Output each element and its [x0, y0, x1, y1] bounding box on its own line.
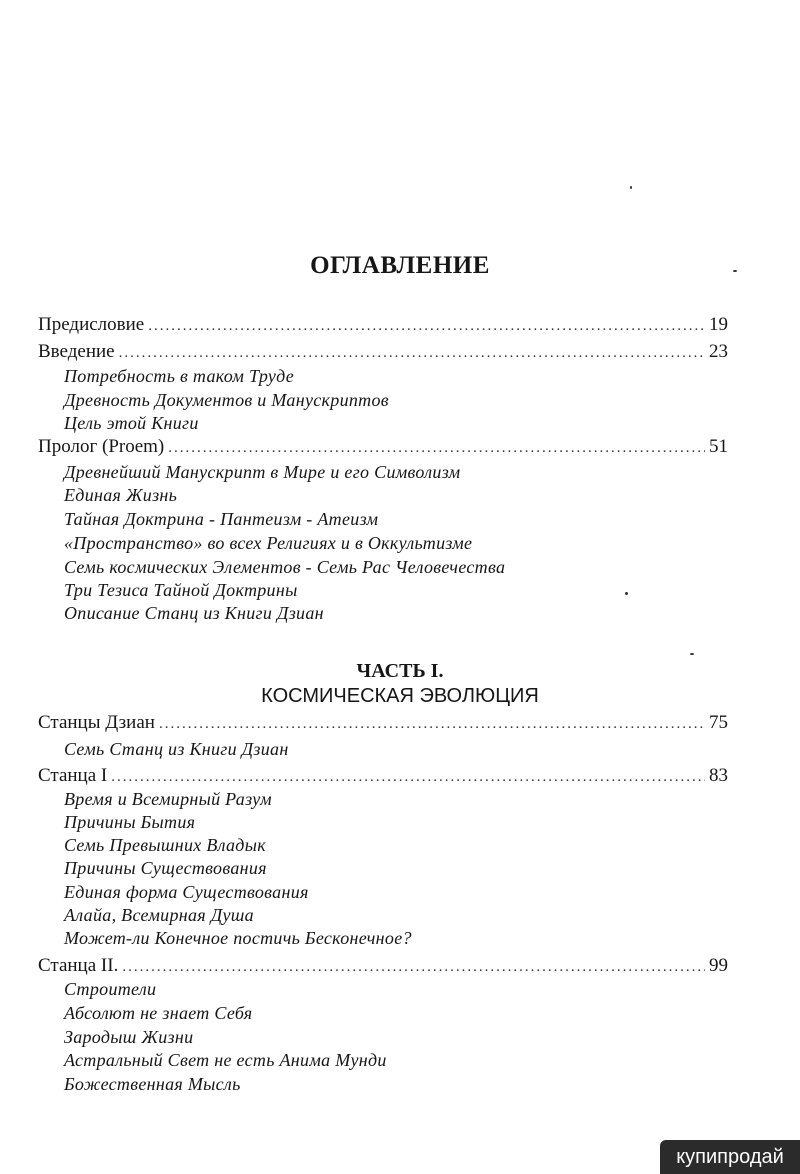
toc-subentry: Алайа, Всемирная Душа [64, 905, 254, 925]
dot-leader [168, 440, 705, 457]
toc-subentry: Семь Станц из Книги Дзиан [64, 739, 289, 759]
toc-subentry: Зародыш Жизни [64, 1027, 194, 1047]
toc-subentry: Древнейший Манускрипт в Мире и его Символизм [64, 462, 461, 482]
toc-page-number: 83 [709, 765, 728, 786]
toc-page-number: 51 [709, 436, 728, 457]
print-speck [690, 653, 694, 655]
dot-leader [119, 345, 705, 362]
part-name-heading: КОСМИЧЕСКАЯ ЭВОЛЮЦИЯ [261, 685, 539, 707]
toc-subentry: Три Тезиса Тайной Доктрины [64, 580, 298, 600]
toc-subentry: Древность Документов и Манускриптов [64, 390, 389, 410]
print-speck [625, 592, 628, 595]
toc-entry-label: Введение [38, 341, 115, 362]
toc-entry-introduction [38, 341, 728, 367]
toc-subentry: Единая Жизнь [64, 485, 178, 505]
toc-page-number: 19 [709, 314, 728, 335]
toc-entry-proem [38, 436, 728, 462]
toc-subentry: Строители [64, 979, 157, 999]
part-number-heading: ЧАСТЬ I. [356, 660, 444, 682]
toc-entry-stanza-1 [38, 765, 728, 791]
toc-subentry: Цель этой Книги [64, 413, 199, 433]
toc-subentry: Абсолют не знает Себя [64, 1003, 253, 1023]
toc-subentry: Описание Станц из Книги Дзиан [64, 603, 324, 623]
toc-subentry: Семь космических Элементов - Семь Рас Человечества [64, 557, 506, 577]
print-speck [733, 270, 737, 272]
toc-entry-preface [38, 314, 728, 340]
toc-subentry: Причины Бытия [64, 812, 196, 832]
toc-page-number: 23 [709, 341, 728, 362]
toc-entry-label: Станцы Дзиан [38, 712, 155, 733]
toc-subentry: Причины Существования [64, 858, 267, 878]
toc-subentry: Семь Превышних Владык [64, 835, 266, 855]
toc-subentry: «Пространство» во всех Религиях и в Оккультизме [64, 533, 473, 553]
toc-entry-label: Пролог (Proem) [38, 436, 165, 457]
toc-entry-label: Станца II. [38, 955, 119, 976]
toc-subentry: Божественная Мысль [64, 1074, 241, 1094]
page-title: ОГЛАВЛЕНИЕ [310, 252, 490, 279]
watermark-badge: купипродай [660, 1140, 800, 1174]
dot-leader [111, 769, 705, 786]
dot-leader [122, 959, 705, 976]
toc-subentry: Потребность в таком Труде [64, 366, 295, 386]
toc-page-number: 75 [709, 712, 728, 733]
toc-entry-label: Станца I [38, 765, 108, 786]
dot-leader [159, 716, 705, 733]
toc-subentry: Тайная Доктрина - Пантеизм - Атеизм [64, 509, 379, 529]
dot-leader [148, 318, 705, 335]
toc-entry-label: Предисловие [38, 314, 145, 335]
toc-page-number: 99 [709, 955, 728, 976]
print-speck [630, 186, 632, 189]
toc-entry-stanzas-dzyan [38, 712, 728, 738]
toc-subentry: Астральный Свет не есть Анима Мунди [64, 1050, 387, 1070]
toc-subentry: Единая форма Существования [64, 882, 309, 902]
toc-subentry: Время и Всемирный Разум [64, 789, 272, 809]
toc-entry-stanza-2 [38, 955, 728, 981]
toc-subentry: Может-ли Конечное постичь Бесконечное? [64, 928, 412, 948]
